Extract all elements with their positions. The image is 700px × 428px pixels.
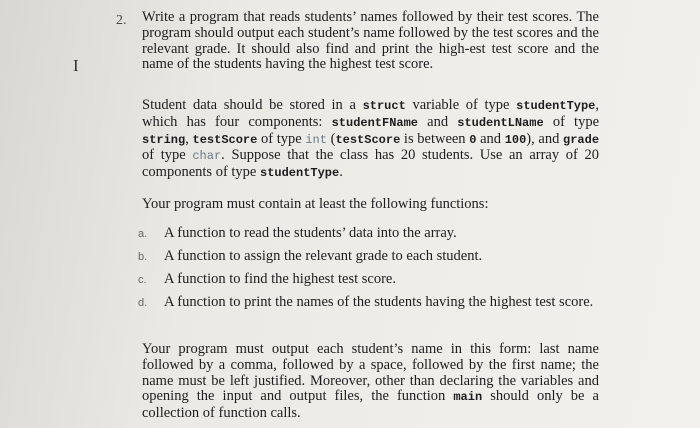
- text: variable of type: [405, 97, 517, 113]
- code-keyword: struct: [362, 99, 406, 113]
- output-requirements: [142, 342, 599, 422]
- code-literal: 0: [469, 132, 477, 147]
- problem-statement: Write a program that reads students’ names followed by their test scores. The program should output each student’s name followed by the test scores and the relevant grade. It should also find and print the high-est test score and the name of the students having the highest test score.: [142, 9, 599, 73]
- code-type: int: [305, 132, 327, 147]
- text: Your program must output each student’s name in this form: last name followed by a comma, followed by a space, followed by the first name; the name must be left justified. Moreover, other than declaring the variables and opening the input and output files, the function: [142, 341, 599, 405]
- code-field: testScore: [335, 132, 401, 147]
- code-type: studentType: [516, 99, 596, 113]
- list-letter: c.: [138, 274, 147, 286]
- list-item: A function to find the highest test score.: [164, 271, 396, 287]
- text: ,: [185, 130, 193, 147]
- list-item: A function to assign the relevant grade to each student.: [164, 248, 483, 264]
- code-field: grade: [563, 132, 600, 147]
- list-item: A function to read the students’ data into the array.: [164, 225, 457, 241]
- list-item: A function to print the names of the students having the highest test score.: [164, 294, 594, 310]
- code-type: char: [192, 149, 222, 164]
- struct-description: [142, 98, 599, 182]
- text: .: [339, 164, 343, 181]
- functions-intro: Your program must contain at least the following functions:: [142, 196, 489, 212]
- text: should only be a collection of function calls.: [142, 388, 599, 422]
- text: of type: [142, 147, 193, 164]
- text: of type: [543, 113, 599, 130]
- code-literal: 100: [504, 132, 527, 147]
- exercise-number: 2.: [116, 13, 127, 28]
- code-field: studentLName: [457, 115, 544, 130]
- text: , which has four components:: [142, 97, 599, 130]
- code-function: main: [453, 390, 483, 405]
- list-letter: b.: [138, 251, 148, 263]
- text: and: [418, 113, 458, 130]
- text: is between: [400, 130, 470, 147]
- text: (: [326, 130, 336, 147]
- text: of type: [257, 130, 306, 147]
- text: Student data should be stored in a: [142, 97, 363, 113]
- code-type: studentType: [260, 166, 340, 181]
- code-type: string: [142, 132, 186, 147]
- text: and: [476, 130, 505, 147]
- code-field: testScore: [192, 132, 258, 147]
- code-field: studentFName: [331, 115, 419, 130]
- text: . Suppose that the class has 20 students. Use an array of 20 components of type: [142, 147, 599, 181]
- text: ), and: [526, 130, 564, 147]
- text-cursor-icon: I: [73, 56, 79, 75]
- list-letter: d.: [138, 297, 148, 309]
- list-letter: a.: [138, 228, 148, 240]
